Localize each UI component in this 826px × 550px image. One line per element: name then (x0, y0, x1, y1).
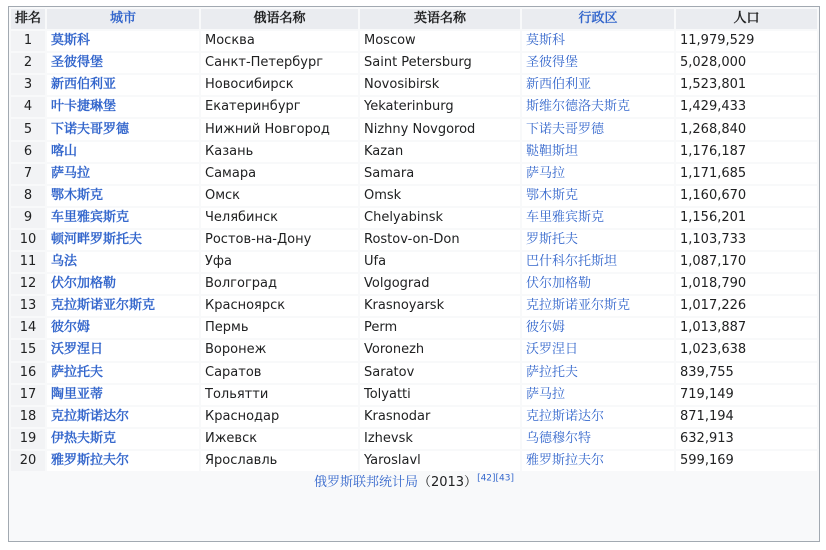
city-population-table-container (8, 6, 820, 542)
city-cell (47, 252, 199, 272)
district-link[interactable]: 乌德穆尔特 (526, 430, 592, 446)
russian-name-cell: Ярославль (201, 451, 358, 471)
city-link[interactable]: 鄂木斯克 (51, 187, 104, 203)
english-name-cell: Tolyatti (360, 385, 520, 405)
city-link[interactable]: 车里雅宾斯克 (51, 209, 130, 225)
russian-name-cell: Москва (201, 31, 358, 51)
rank-cell: 2 (11, 53, 45, 73)
city-cell (47, 451, 199, 471)
district-link[interactable]: 克拉斯诺亚尔斯克 (526, 298, 631, 314)
district-link[interactable]: 圣彼得堡 (526, 55, 579, 71)
table-header-row (11, 9, 817, 29)
district-cell (522, 230, 674, 250)
rank-cell: 18 (11, 407, 45, 427)
district-cell (522, 75, 674, 95)
rank-cell: 4 (11, 97, 45, 117)
rank-cell: 5 (11, 119, 45, 139)
english-name-cell: Novosibirsk (360, 75, 520, 95)
english-name-cell: Yaroslavl (360, 451, 520, 471)
city-link[interactable]: 彼尔姆 (51, 320, 91, 336)
district-cell (522, 274, 674, 294)
city-cell (47, 230, 199, 250)
table-row (11, 429, 817, 449)
city-cell (47, 340, 199, 360)
rank-cell: 8 (11, 186, 45, 206)
population-cell: 1,087,170 (676, 252, 817, 272)
header-population[interactable]: 人口 (676, 9, 817, 29)
district-cell (522, 31, 674, 51)
population-cell: 1,268,840 (676, 119, 817, 139)
russian-name-cell: Ижевск (201, 429, 358, 449)
city-cell (47, 53, 199, 73)
district-cell (522, 429, 674, 449)
table-row (11, 363, 817, 383)
city-cell (47, 186, 199, 206)
russian-name-cell: Красноярск (201, 296, 358, 316)
rank-cell: 10 (11, 230, 45, 250)
russian-name-cell: Краснодар (201, 407, 358, 427)
population-cell: 1,013,887 (676, 318, 817, 338)
table-row (11, 230, 817, 250)
district-cell (522, 340, 674, 360)
district-link[interactable]: 萨马拉 (526, 165, 566, 181)
table-row (11, 296, 817, 316)
header-russian-name[interactable]: 俄语名称 (201, 9, 358, 29)
district-cell (522, 252, 674, 272)
city-link[interactable]: 伏尔加格勒 (51, 276, 117, 292)
table-row (11, 119, 817, 139)
population-cell: 839,755 (676, 363, 817, 383)
district-cell (522, 318, 674, 338)
city-cell (47, 296, 199, 316)
table-body (11, 31, 817, 471)
russian-name-cell: Волгоград (201, 274, 358, 294)
district-link[interactable]: 克拉斯诺达尔 (526, 408, 605, 424)
district-cell (522, 208, 674, 228)
rank-cell: 17 (11, 385, 45, 405)
district-cell (522, 119, 674, 139)
population-cell: 1,176,187 (676, 142, 817, 162)
russian-name-cell: Санкт-Петербург (201, 53, 358, 73)
district-cell (522, 451, 674, 471)
city-link[interactable]: 雅罗斯拉夫尔 (51, 452, 130, 468)
city-link[interactable]: 圣彼得堡 (51, 55, 104, 71)
city-link[interactable]: 新西伯利亚 (51, 77, 117, 93)
english-name-cell: Voronezh (360, 340, 520, 360)
english-name-cell: Saratov (360, 363, 520, 383)
city-cell (47, 429, 199, 449)
district-cell (522, 164, 674, 184)
english-name-cell: Saint Petersburg (360, 53, 520, 73)
city-link[interactable]: 叶卡捷琳堡 (51, 99, 117, 115)
russian-name-cell: Казань (201, 142, 358, 162)
population-cell: 1,523,801 (676, 75, 817, 95)
rank-cell: 6 (11, 142, 45, 162)
city-cell (47, 97, 199, 117)
district-link[interactable]: 萨拉托夫 (526, 364, 579, 380)
russian-name-cell: Челябинск (201, 208, 358, 228)
population-cell: 719,149 (676, 385, 817, 405)
table-row (11, 142, 817, 162)
russian-name-cell: Омск (201, 186, 358, 206)
rank-cell: 14 (11, 318, 45, 338)
district-link[interactable]: 斯维尔德洛夫斯克 (526, 99, 631, 115)
city-cell (47, 274, 199, 294)
rank-cell: 19 (11, 429, 45, 449)
table-row (11, 208, 817, 228)
source-link[interactable]: 俄罗斯联邦统计局 (313, 475, 418, 491)
english-name-cell: Nizhny Novgorod (360, 119, 520, 139)
russian-name-cell: Саратов (201, 363, 358, 383)
header-city[interactable]: 城市 (47, 9, 199, 29)
city-link[interactable]: 顿河畔罗斯托夫 (51, 231, 143, 247)
city-cell (47, 407, 199, 427)
reference-link-42[interactable]: [42] (477, 473, 496, 484)
district-cell (522, 296, 674, 316)
source-row (11, 473, 817, 493)
population-cell: 11,979,529 (676, 31, 817, 51)
population-cell: 1,160,670 (676, 186, 817, 206)
table-row (11, 164, 817, 184)
rank-cell: 3 (11, 75, 45, 95)
russian-name-cell: Самара (201, 164, 358, 184)
district-cell (522, 186, 674, 206)
district-link[interactable]: 雅罗斯拉夫尔 (526, 452, 605, 468)
district-link[interactable]: 萨马拉 (526, 386, 566, 402)
table-row (11, 31, 817, 51)
english-name-cell: Krasnoyarsk (360, 296, 520, 316)
russian-name-cell: Екатеринбург (201, 97, 358, 117)
russian-name-cell: Пермь (201, 318, 358, 338)
rank-cell: 7 (11, 164, 45, 184)
city-cell (47, 318, 199, 338)
district-link[interactable]: 罗斯托夫 (526, 231, 579, 247)
district-cell (522, 97, 674, 117)
rank-cell: 9 (11, 208, 45, 228)
english-name-cell: Samara (360, 164, 520, 184)
russian-name-cell: Нижний Новгород (201, 119, 358, 139)
city-population-table (9, 7, 819, 495)
english-name-cell: Volgograd (360, 274, 520, 294)
city-cell (47, 363, 199, 383)
district-link[interactable]: 莫斯科 (526, 33, 566, 49)
english-name-cell: Ufa (360, 252, 520, 272)
district-cell (522, 142, 674, 162)
table-row (11, 318, 817, 338)
population-cell: 5,028,000 (676, 53, 817, 73)
district-link[interactable]: 下诺夫哥罗德 (526, 121, 605, 137)
table-row (11, 97, 817, 117)
rank-cell: 11 (11, 252, 45, 272)
header-english-name[interactable]: 英语名称 (360, 9, 520, 29)
source-cell (11, 473, 817, 493)
city-link[interactable]: 伊热夫斯克 (51, 430, 117, 446)
population-cell: 1,018,790 (676, 274, 817, 294)
district-link[interactable]: 鄂木斯克 (526, 187, 579, 203)
district-link[interactable]: 沃罗涅日 (526, 342, 579, 358)
english-name-cell: Omsk (360, 186, 520, 206)
english-name-cell: Krasnodar (360, 407, 520, 427)
city-cell (47, 119, 199, 139)
city-cell (47, 142, 199, 162)
russian-name-cell: Тольятти (201, 385, 358, 405)
header-rank[interactable]: 排名 (11, 9, 45, 29)
city-link[interactable]: 克拉斯诺达尔 (51, 408, 130, 424)
rank-cell: 13 (11, 296, 45, 316)
rank-cell: 16 (11, 363, 45, 383)
city-cell (47, 31, 199, 51)
city-link[interactable]: 喀山 (51, 143, 78, 159)
district-link[interactable]: 车里雅宾斯克 (526, 209, 605, 225)
english-name-cell: Izhevsk (360, 429, 520, 449)
table-row (11, 274, 817, 294)
district-link[interactable]: 彼尔姆 (526, 320, 566, 336)
district-cell (522, 363, 674, 383)
district-cell (522, 407, 674, 427)
english-name-cell: Perm (360, 318, 520, 338)
rank-cell: 15 (11, 340, 45, 360)
district-link[interactable]: 鞑靼斯坦 (526, 143, 579, 159)
city-link[interactable]: 乌法 (51, 254, 78, 270)
english-name-cell: Rostov-on-Don (360, 230, 520, 250)
population-cell: 1,429,433 (676, 97, 817, 117)
russian-name-cell: Воронеж (201, 340, 358, 360)
population-cell: 1,171,685 (676, 164, 817, 184)
table-row (11, 75, 817, 95)
rank-cell: 20 (11, 451, 45, 471)
population-cell: 871,194 (676, 407, 817, 427)
population-cell: 1,156,201 (676, 208, 817, 228)
city-cell (47, 164, 199, 184)
city-link[interactable]: 克拉斯诺亚尔斯克 (51, 298, 156, 314)
rank-cell: 1 (11, 31, 45, 51)
header-district[interactable]: 行政区 (522, 9, 674, 29)
city-cell (47, 75, 199, 95)
table-row (11, 340, 817, 360)
city-link[interactable]: 萨马拉 (51, 165, 91, 181)
population-cell: 599,169 (676, 451, 817, 471)
russian-name-cell: Новосибирск (201, 75, 358, 95)
city-link[interactable]: 下诺夫哥罗德 (51, 121, 130, 137)
district-link[interactable]: 新西伯利亚 (526, 77, 592, 93)
city-cell (47, 208, 199, 228)
table-row (11, 252, 817, 272)
population-cell: 632,913 (676, 429, 817, 449)
english-name-cell: Chelyabinsk (360, 208, 520, 228)
table-row (11, 385, 817, 405)
rank-cell: 12 (11, 274, 45, 294)
english-name-cell: Yekaterinburg (360, 97, 520, 117)
city-link[interactable]: 陶里亚蒂 (51, 386, 104, 402)
english-name-cell: Kazan (360, 142, 520, 162)
reference-link-43[interactable]: [43] (495, 473, 515, 484)
city-link[interactable]: 莫斯科 (51, 33, 91, 49)
city-link[interactable]: 萨拉托夫 (51, 364, 104, 380)
russian-name-cell: Ростов-на-Дону (201, 230, 358, 250)
table-row (11, 407, 817, 427)
table-row (11, 186, 817, 206)
city-cell (47, 385, 199, 405)
table-row (11, 53, 817, 73)
city-link[interactable]: 沃罗涅日 (51, 342, 104, 358)
population-cell: 1,023,638 (676, 340, 817, 360)
russian-name-cell: Уфа (201, 252, 358, 272)
table-row (11, 451, 817, 471)
population-cell: 1,017,226 (676, 296, 817, 316)
english-name-cell: Moscow (360, 31, 520, 51)
population-cell: 1,103,733 (676, 230, 817, 250)
district-cell (522, 53, 674, 73)
district-link[interactable]: 巴什科尔托斯坦 (526, 254, 618, 270)
source-year: （2013） (417, 475, 478, 491)
district-cell (522, 385, 674, 405)
district-link[interactable]: 伏尔加格勒 (526, 276, 592, 292)
